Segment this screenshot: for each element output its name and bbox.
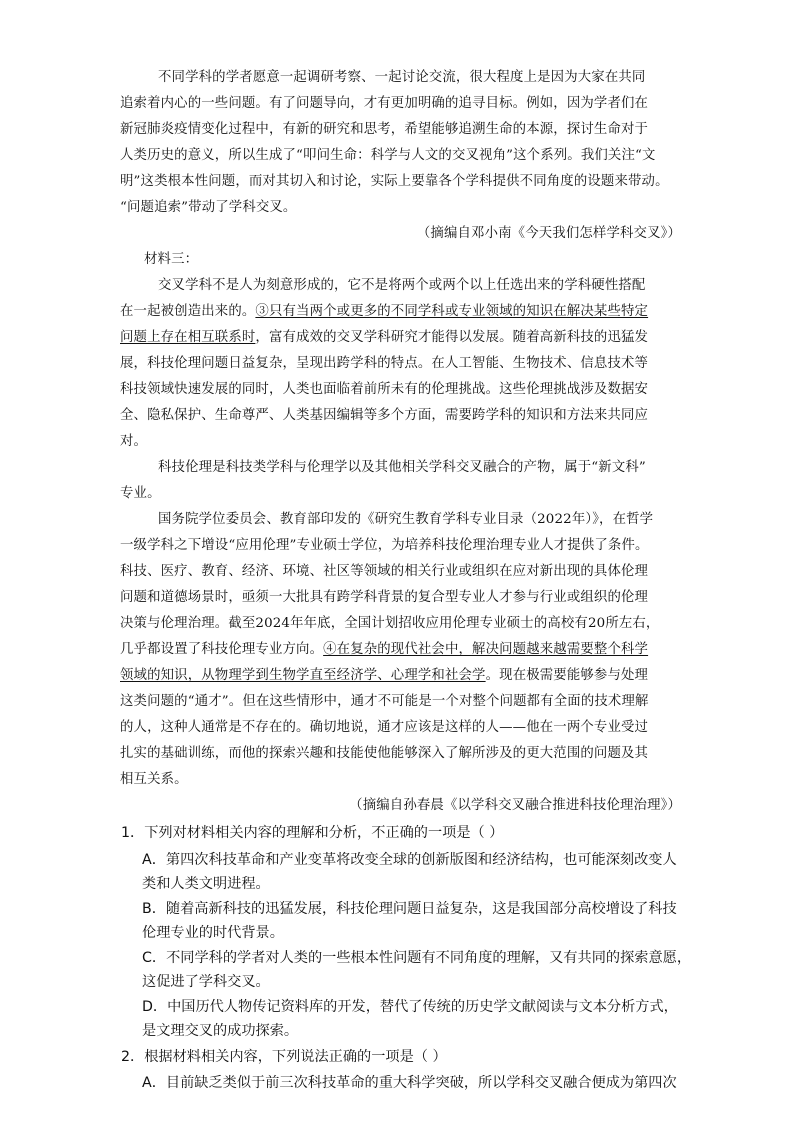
q1-option-b-line-2: 伦理专业的时代背景。 xyxy=(142,925,284,941)
m3-heading: 材料三： xyxy=(144,252,199,267)
m3-p3-line-3: 科技、医疗、教育、经济、环境、社区等领域的相关行业或组织在应对新出现的具体伦理 xyxy=(120,564,649,579)
m3-p1-line-5: 科技领域快速发展的同时，人类也面临着前所未有的伦理挑战。这些伦理挑战涉及数据安 xyxy=(120,382,649,397)
underlined-sentence-4-part1: ④在复杂的现代社会中，解决问题越来越需要整个科学 xyxy=(323,642,649,657)
m3-p1-line-6: 全、隐私保护、生命尊严、人类基因编辑等多个方面，需要跨学科的知识和方法来共同应 xyxy=(120,408,649,423)
m3-p2-line-1: 科技伦理是科技类学科与伦理学以及其他相关学科交叉融合的产物，属于“新文科” xyxy=(158,460,646,475)
m3-p1-line-2 xyxy=(120,300,648,319)
m3-p3-line-6 xyxy=(120,638,648,657)
q1-option-d-line-1: D．中国历代人物传记资料库的开发，替代了传统的历史学文献阅读与文本分析方式， xyxy=(142,999,678,1015)
m2-line-1: 不同学科的学者愿意一起调研考察、一起讨论交流，很大程度上是因为大家在共同 xyxy=(158,70,646,85)
q1-option-c-line-1: C．不同学科的学者对人类的一些根本性问题有不同角度的理解，又有共同的探索意愿， xyxy=(142,950,692,966)
question-2-stem: 2．根据材料相关内容，下列说法正确的一项是（ ） xyxy=(121,1049,447,1065)
q1-option-b-line-1: B．随着高新科技的迅猛发展，科技伦理问题日益复杂，这是我国部分高校增设了科技 xyxy=(142,901,677,917)
m3-p3-line-5: 决策与伦理治理。截至2024年年底，全国计划招收应用伦理专业硕士的高校有20所左右， xyxy=(120,616,660,631)
m2-line-5: 明”这类根本性问题，而对其切入和讨论，实际上要靠各个学科提供不同角度的设题来带动。 xyxy=(120,174,669,189)
underlined-sentence-4-part2: 领域的知识，从物理学到生物学直至经济学、心理学和社会学 xyxy=(120,668,486,683)
m2-line-2: 追索着内心的一些问题。有了问题导向，才有更加明确的追寻目标。例如，因为学者们在 xyxy=(120,96,649,111)
question-1-stem: 1．下列对材料相关内容的理解和分析，不正确的一项是（ ） xyxy=(121,825,504,841)
m2-line-4: 人类历史的意义，所以生成了“叩问生命：科学与人文的交叉视角”这个系列。我们关注“文 xyxy=(120,148,656,163)
m3-p1-line-2-plain: 在一起被创造出来的。 xyxy=(120,304,256,319)
q1-option-a-line-2: 类和人类文明进程。 xyxy=(142,876,270,892)
m3-p1-line-3-plain: ，富有成效的交叉学科研究才能得以发展。随着高新科技的迅猛发 xyxy=(255,330,649,345)
m3-p3-line-6-plain: 几乎都设置了科技伦理专业方向。 xyxy=(120,642,324,657)
q1-option-a-line-1: A．第四次科技革命和产业变革将改变全球的创新版图和经济结构，也可能深刻改变人 xyxy=(142,852,677,868)
m3-p3-line-9: 的人，这种人通常是不存在的。确切地说，通才应该是这样的人——他在一两个专业受过 xyxy=(120,720,649,735)
m3-p3-line-1: 国务院学位委员会、教育部印发的《研究生教育学科专业目录（2022年）》，在哲学 xyxy=(158,512,654,527)
m3-p3-line-7-plain: 。现在极需要能够参与处理 xyxy=(485,668,649,683)
m2-source: （摘编自邓小南《今天我们怎样学科交叉》） xyxy=(416,226,681,241)
m3-source: （摘编自孙春晨《以学科交叉融合推进科技伦理治理》） xyxy=(349,798,681,813)
q1-option-c-line-2: 这促进了学科交叉。 xyxy=(142,974,270,990)
m3-p3-line-7 xyxy=(120,664,648,683)
m3-p1-line-1: 交叉学科不是人为刻意形成的，它不是将两个或两个以上任选出来的学科硬性搭配 xyxy=(158,278,646,293)
m3-p3-line-10: 扎实的基础训练，而他的探索兴趣和技能使他能够深入了解所涉及的更大范围的问题及其 xyxy=(120,746,649,761)
m3-p3-line-2: 一级学科之下增设“应用伦理”专业硕士学位，为培养科技伦理治理专业人才提供了条件。 xyxy=(120,538,649,553)
q1-option-d-line-2: 是文理交叉的成功探索。 xyxy=(142,1023,299,1039)
m3-p1-line-3 xyxy=(120,326,648,345)
m2-line-6: “问题追索”带动了学科交叉。 xyxy=(120,200,297,215)
m3-p3-line-11: 相互关系。 xyxy=(120,772,188,787)
m3-p2-line-2: 专业。 xyxy=(120,486,161,501)
q2-option-a-line-1: A．目前缺乏类似于前三次科技革命的重大科学突破，所以学科交叉融合便成为第四次 xyxy=(142,1075,677,1091)
m3-p3-line-4: 问题和道德场景时，亟须一大批具有跨学科背景的复合型专业人才参与行业或组织的伦理 xyxy=(120,590,649,605)
m3-p3-line-8: 这类问题的“通才”。但在这些情形中，通才不可能是一个对整个问题都有全面的技术理解 xyxy=(120,694,649,709)
m3-p1-line-7: 对。 xyxy=(120,434,148,449)
m3-p1-line-4: 展，科技伦理问题日益复杂，呈现出跨学科的特点。在人工智能、生物技术、信息技术等 xyxy=(120,356,649,371)
m2-line-3: 新冠肺炎疫情变化过程中，有新的研究和思考，希望能够追溯生命的本源，探讨生命对于 xyxy=(120,122,649,137)
underlined-sentence-3-part2: 问题上存在相互联系时 xyxy=(120,330,256,345)
underlined-sentence-3-part1: ③只有当两个或更多的不同学科或专业领域的知识在解决某些特定 xyxy=(255,304,649,319)
